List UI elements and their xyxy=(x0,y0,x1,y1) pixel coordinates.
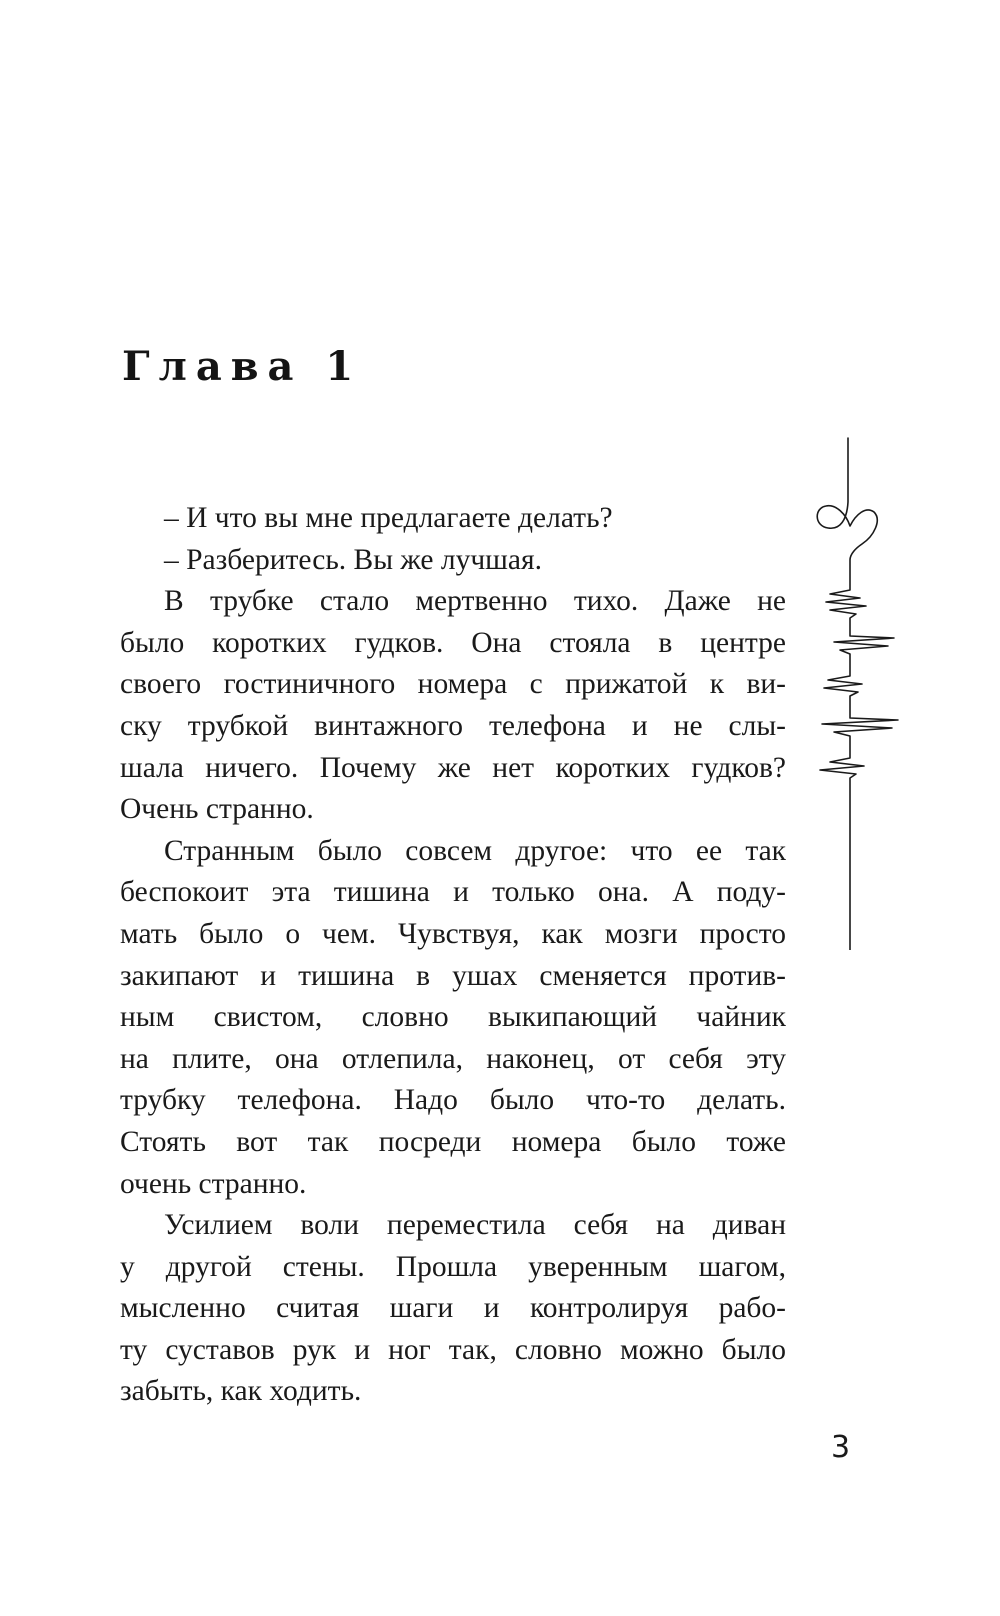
text-line: мать было о чем. Чувствуя, как мозги просто xyxy=(120,917,786,950)
text-line: Очень странно. xyxy=(120,793,314,826)
text-line: у другой стены. Прошла уверенным шагом, xyxy=(120,1250,786,1283)
text-line: забыть, как ходить. xyxy=(120,1375,362,1408)
text-line: ту суставов рук и ног так, словно можно было xyxy=(120,1333,786,1366)
text-line: шала ничего. Почему же нет коротких гудков? xyxy=(120,751,786,784)
body-text xyxy=(120,498,786,1413)
text-line: – И что вы мне предлагаете делать? xyxy=(164,502,613,534)
text-line: Стоять вот так посреди номера было тоже xyxy=(120,1125,786,1158)
text-line: на плите, она отлепила, наконец, от себя эту xyxy=(120,1042,786,1075)
text-line: Странным было совсем другое: что ее так xyxy=(164,834,786,867)
text-line: закипают и тишина в ушах сменяется против- xyxy=(120,959,786,992)
text-line: Усилием воли переместила себя на диван xyxy=(164,1209,786,1242)
text-line: было коротких гудков. Она стояла в центре xyxy=(120,626,786,659)
text-line: – Разберитесь. Вы же лучшая. xyxy=(164,543,542,576)
text-line: беспокоит эта тишина и только она. А поду- xyxy=(120,876,786,909)
text-line: мысленно считая шаги и контролируя рабо- xyxy=(120,1292,786,1325)
page-number: 3 xyxy=(831,1430,851,1465)
text-line: очень странно. xyxy=(120,1167,307,1200)
heartbeat-line-icon xyxy=(800,430,910,950)
chapter-title: Глава 1 xyxy=(122,343,363,390)
text-line: ным свистом, словно выкипающий чайник xyxy=(120,1001,786,1034)
text-line: своего гостиничного номера с прижатой к ви- xyxy=(120,668,786,701)
text-line: ску трубкой винтажного телефона и не слы- xyxy=(120,709,786,742)
text-line: В трубке стало мертвенно тихо. Даже не xyxy=(164,585,786,618)
text-line: трубку телефона. Надо было что-то делать. xyxy=(120,1084,786,1117)
